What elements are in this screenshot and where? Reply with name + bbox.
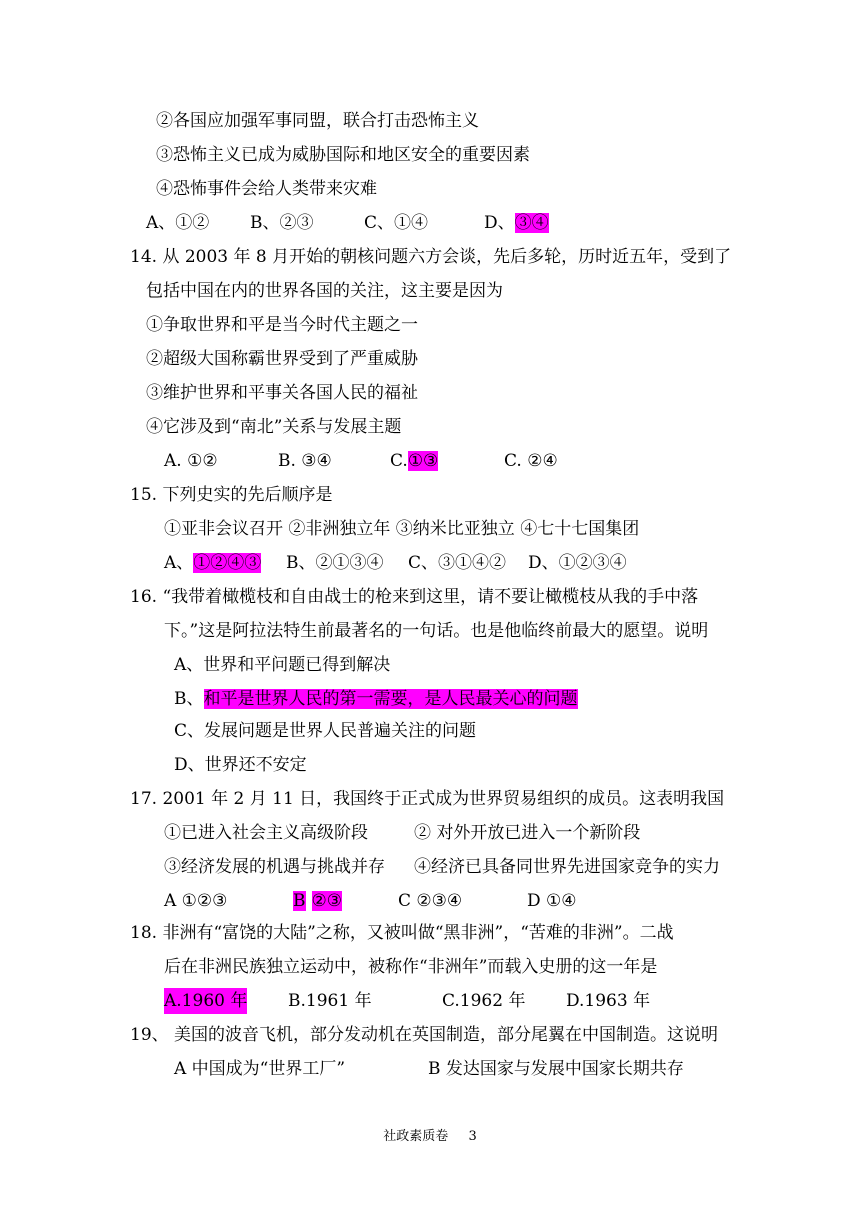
q13-option-d	[484, 210, 549, 236]
q16-stem-line-2: 下。”这是阿拉法特生前最著名的一句话。也是他临终前最大的愿望。说明	[164, 621, 709, 641]
q14-option-b: B. ③④	[278, 451, 332, 471]
q17-answer-highlight: ②③	[311, 891, 342, 911]
q17-option-b	[293, 888, 342, 914]
q14-statement-2: ②超级大国称霸世界受到了严重威胁	[146, 349, 418, 369]
q16-option-d: D、世界还不安定	[174, 755, 307, 775]
q16-option-b	[174, 686, 578, 712]
q15-option-b: B、②①③④	[286, 553, 384, 573]
q13-option-b: B、②③	[250, 213, 314, 233]
q16-option-b-label: B、	[174, 689, 204, 709]
q16-option-a: A、世界和平问题已得到解决	[174, 655, 391, 675]
q13-statement-2: ②各国应加强军事同盟，联合打击恐怖主义	[156, 111, 479, 131]
footer-title: 社政素质卷	[383, 1129, 449, 1144]
q13-option-c: C、①④	[364, 213, 429, 233]
q17-statement-1: ①已进入社会主义高级阶段	[164, 823, 368, 843]
q14-statement-1: ①争取世界和平是当今时代主题之一	[146, 315, 418, 335]
q19-stem: 19、 美国的波音飞机，部分发动机在英国制造，部分尾翼在中国制造。这说明	[130, 1025, 719, 1045]
q17-option-d: D ①④	[527, 891, 577, 911]
q18-option-a-highlight: A.1960 年	[164, 988, 247, 1014]
q15-stem: 15. 下列史实的先后顺序是	[130, 485, 333, 505]
q17-option-c: C ②③④	[398, 891, 463, 911]
q18-stem-line-2: 后在非洲民族独立运动中，被称作“非洲年”而载入史册的这一年是	[164, 957, 658, 977]
q16-option-c: C、发展问题是世界人民普遍关注的问题	[174, 721, 477, 741]
q14-option-d: C. ②④	[504, 451, 558, 471]
q13-statement-3: ③恐怖主义已成为威胁国际和地区安全的重要因素	[156, 145, 530, 165]
q18-option-c: C.1962 年	[442, 991, 526, 1011]
q13-option-d-label: D、	[484, 213, 515, 233]
q14-option-a: A. ①②	[164, 451, 218, 471]
q17-option-b-label: B	[293, 891, 306, 911]
page-number: 3	[468, 1129, 477, 1144]
q19-option-b: B 发达国家与发展中国家长期共存	[428, 1059, 684, 1079]
q14-answer-highlight: ①③	[407, 451, 439, 471]
q15-option-d: D、①②③④	[528, 553, 627, 573]
q17-statement-4: ④经济已具备同世界先进国家竞争的实力	[414, 857, 720, 877]
q15-answer-highlight: ①②④③	[193, 553, 262, 573]
q14-statement-3: ③维护世界和平事关各国人民的福祉	[146, 383, 418, 403]
q15-option-a-label: A、	[164, 553, 194, 573]
q17-stem: 17. 2001 年 2 月 11 日，我国终于正式成为世界贸易组织的成员。这表明我国	[130, 789, 725, 809]
q16-stem-line-1: 16. “我带着橄榄枝和自由战士的枪来到这里，请不要让橄榄枝从我的手中落	[130, 587, 699, 607]
q14-option-c	[390, 448, 438, 474]
q13-option-a: A、①②	[146, 213, 210, 233]
q19-option-a: A 中国成为“世界工厂”	[174, 1059, 346, 1079]
q18-stem-line-1: 18. 非洲有“富饶的大陆”之称，又被叫做“黑非洲”，“苦难的非洲”。二战	[130, 923, 674, 943]
q16-answer-highlight: 和平是世界人民的第一需要，是人民最关心的问题	[203, 689, 578, 709]
q17-option-a: A ①②③	[164, 891, 228, 911]
q15-option-c: C、③①④②	[408, 553, 507, 573]
q15-option-a	[164, 550, 261, 576]
q15-items: ①亚非会议召开 ②非洲独立年 ③纳米比亚独立 ④七十七国集团	[164, 519, 640, 539]
q18-option-d: D.1963 年	[566, 991, 651, 1011]
q13-statement-4: ④恐怖事件会给人类带来灾难	[156, 179, 377, 199]
q14-statement-4: ④它涉及到“南北”关系与发展主题	[146, 417, 402, 437]
q14-option-c-label: C.	[390, 451, 408, 471]
q18-option-b: B.1961 年	[288, 991, 372, 1011]
q17-statement-3: ③经济发展的机遇与挑战并存	[164, 857, 385, 877]
q17-statement-2: ② 对外开放已进入一个新阶段	[414, 823, 641, 843]
q14-stem-line-1: 14. 从 2003 年 8 月开始的朝核问题六方会谈，先后多轮，历时近五年，受到了	[130, 247, 732, 267]
page-footer	[0, 1128, 860, 1146]
q14-stem-line-2: 包括中国在内的世界各国的关注，这主要是因为	[146, 281, 503, 301]
q13-answer-highlight: ③④	[514, 213, 549, 233]
